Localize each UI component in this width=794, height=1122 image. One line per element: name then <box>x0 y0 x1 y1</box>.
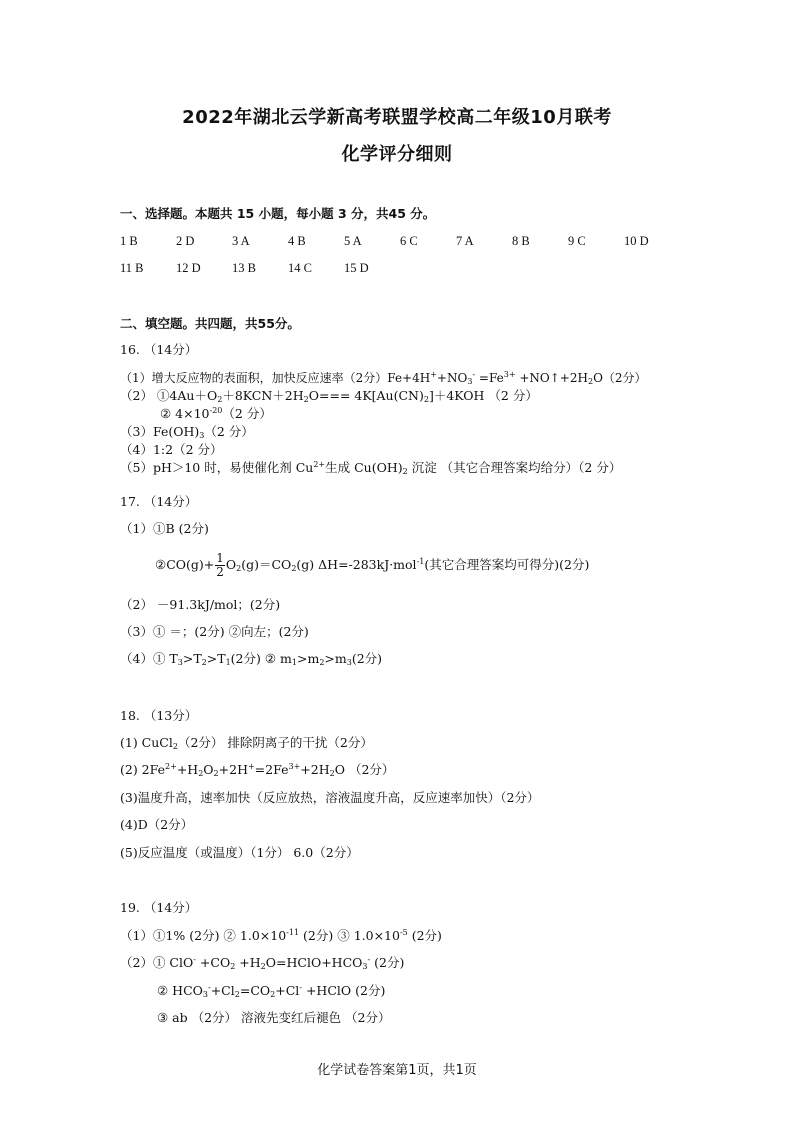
q17-heading: 17. （14分） <box>120 494 198 509</box>
q16-line4: $(3)Fe(OH)_3(2$ 分） <box>120 424 254 440</box>
q16-line1: （1）增大反应物的表面积，加快反应速率（2分）$Fe+4H^++NO_3^- =Fe^{3+}$ $+NO↑+2H_2O(2$分） <box>120 370 647 386</box>
q19-heading: 19. （14分） <box>120 900 198 915</box>
q19-line2: （2）① $ClO^- +CO_2$ $+H_2O=HClO+HCO_3^-$ (2分) <box>120 955 405 971</box>
mc-answer: 3 A <box>232 234 250 248</box>
mc-answer: 2 D <box>176 234 195 248</box>
section1-heading: 一、选择题。本题共 15 小题，每小题 3 分，共45 分。 <box>120 206 436 221</box>
mc-answer: 6 C <box>400 234 418 248</box>
q17-line2: ②CO(g)+ $\frac{1}{2}$ $O_2(g)=CO_2(g)$ ΔH=-283kJ·mol$^{-1}$(其它合理答案均可得分)(2分) <box>155 551 590 579</box>
mc-answer: 5 A <box>344 234 362 248</box>
mc-answer: 1 B <box>120 234 138 248</box>
q18-line3: (3)温度升高，速率加快（反应放热，溶液温度升高，反应速率加快）（2分） <box>120 790 540 805</box>
mc-answer: 11 B <box>120 261 144 275</box>
q16-line6: （5）pH＞10 时，易使催化剂 $Cu^{2+}$生成 $Cu(OH)_2$ 沉淀 （其它合理答案均给分）（2 分） <box>120 460 622 476</box>
q17-line1: （1）①B (2分) <box>120 521 209 536</box>
q17-line3: （2） －91.3kJ/mol；(2分) <box>120 597 281 612</box>
page-footer: 化学试卷答案第1页，共1页 <box>317 1063 477 1078</box>
q18-line1: (1) CuCl$_2$（2分） 排除阴离子的干扰（2分） <box>120 735 373 751</box>
q18-line5: (5)反应温度（或温度）（1分） 6.0（2分） <box>120 845 359 860</box>
q19-line3: ② $HCO_3^-+Cl_2=CO_2+Cl^-$ +HClO (2分) <box>157 983 386 999</box>
q19-line1: （1）①1% (2分) ② $1.0\times 10^{-11}$ (2分) ③ $1.0\times 10^{-5}$ (2分) <box>120 928 442 943</box>
mc-answer: 9 C <box>568 234 586 248</box>
page-title: 2022年湖北云学新高考联盟学校高二年级10月联考 <box>182 107 612 128</box>
mc-answer: 14 C <box>288 261 312 275</box>
q16-line5: （4）1:2（2 分） <box>120 442 223 457</box>
q17-line5: （4）① $T_3>T_2>T_1(2$分) ② $m_1>m_2>m_3(2$分) <box>120 651 383 667</box>
mc-answer: 8 B <box>512 234 530 248</box>
mc-answer: 10 D <box>624 234 649 248</box>
mc-answer: 12 D <box>176 261 201 275</box>
q16-line2: （2） $①4Au+O_2+8KCN+2H_2O=== 4K[Au(CN)_2]+4KOH$ （2 分） <box>120 388 538 404</box>
q16-line3: ② $4\times 10^{-20}(2$ 分） <box>160 406 272 421</box>
q16-heading: 16. （14分） <box>120 342 198 357</box>
mc-answer: 13 B <box>232 261 256 275</box>
q18-heading: 18. （13分） <box>120 708 198 723</box>
mc-answer: 15 D <box>344 261 369 275</box>
q18-line4: (4)D（2分） <box>120 817 194 832</box>
page-subtitle: 化学评分细则 <box>341 144 453 165</box>
q18-line2: (2) $2Fe^{2+}+H_2O_2+2H^+=2Fe^{3+}+2H_2O$ （2分） <box>120 762 395 778</box>
q19-line4: ③ ab （2分） 溶液先变红后褪色 （2分） <box>157 1010 391 1025</box>
mc-answer: 7 A <box>456 234 474 248</box>
q17-line4: （3）① ＝；(2分) ②向左；(2分) <box>120 624 309 639</box>
one-half-fraction: $\frac{1}{2}$ <box>216 551 224 579</box>
section2-heading: 二、填空题。共四题，共55分。 <box>120 316 300 331</box>
mc-answer: 4 B <box>288 234 306 248</box>
